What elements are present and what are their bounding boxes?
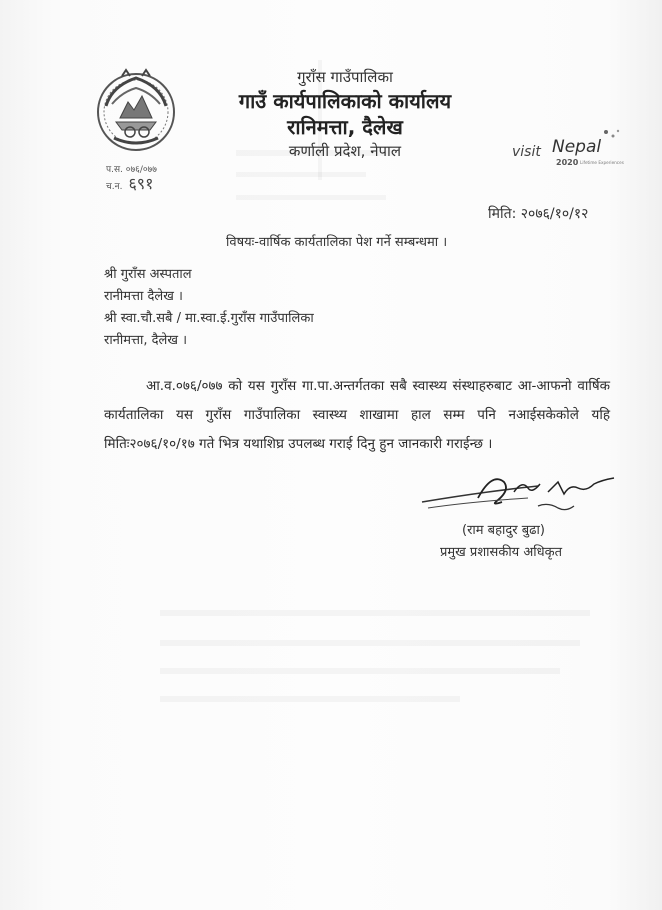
office-location: रानिमत्ता, दैलेख bbox=[287, 115, 403, 139]
letter-date: मिति: २०७६/१०/१२ bbox=[488, 206, 589, 222]
year-2020: 2020 bbox=[556, 158, 579, 167]
address-line: रानीमत्ता दैलेख । bbox=[104, 289, 183, 304]
bleed-through-mark bbox=[236, 195, 386, 200]
nepal-word: Nepal bbox=[552, 137, 602, 157]
bleed-through-mark bbox=[160, 640, 580, 646]
visit-word: visit bbox=[512, 144, 541, 160]
tagline: Lifetime Experiences bbox=[580, 160, 624, 165]
bleed-through-mark bbox=[160, 610, 590, 616]
letter-body: आ.व.०७६/०७७ को यस गुराँस गा.पा.अन्तर्गतका सबै स्वास्थ्य संस्थाहरुबाट आ-आफनो वार्षिक कार्यतालिका यस गुराँस गाउँपालिका स्वास्थ्य शाखामा हाल सम्म पनि नआईसकेकोले यहि मितिः२०७६/१०/१७ गते भित्र यथाशिघ्र उपलब्ध गराई दिनु हुन जानकारी गराईन्छ । bbox=[104, 378, 610, 452]
reference-block bbox=[106, 164, 157, 194]
dispatch-ref bbox=[106, 174, 157, 194]
fiscal-year-ref: प.स. ०७६/०७७ bbox=[106, 165, 157, 175]
letterhead bbox=[200, 66, 490, 162]
address-line: रानीमत्ता, दैलेख । bbox=[104, 333, 188, 348]
signer-name: (राम बहादुर बुढा) bbox=[462, 523, 545, 538]
nepal-emblem-icon bbox=[92, 66, 180, 154]
letter-subject: विषयः-वार्षिक कार्यतालिका पेश गर्ने सम्बन्धमा । bbox=[226, 235, 448, 250]
handwritten-signature bbox=[418, 462, 628, 520]
address-line: श्री गुराँस अस्पताल bbox=[104, 267, 192, 282]
dispatch-number: ६९१ bbox=[128, 174, 154, 193]
bleed-through-mark bbox=[160, 668, 560, 674]
office-name: गाउँ कार्यपालिकाको कार्यालय bbox=[238, 89, 452, 113]
dispatch-label: च.न. bbox=[106, 182, 123, 192]
address-line: श्री स्वा.चौ.सबै / मा.स्वा.ई.गुराँस गाउँपालिका bbox=[104, 311, 314, 326]
province-country: कर्णाली प्रदेश, नेपाल bbox=[288, 142, 402, 160]
municipality-name: गुराँस गाउँपालिका bbox=[297, 68, 393, 86]
bleed-through-mark bbox=[236, 172, 366, 177]
visit-nepal-logo-icon bbox=[508, 128, 628, 170]
signer-designation: प्रमुख प्रशासकीय अधिकृत bbox=[440, 545, 563, 560]
bleed-through-mark bbox=[160, 696, 460, 702]
